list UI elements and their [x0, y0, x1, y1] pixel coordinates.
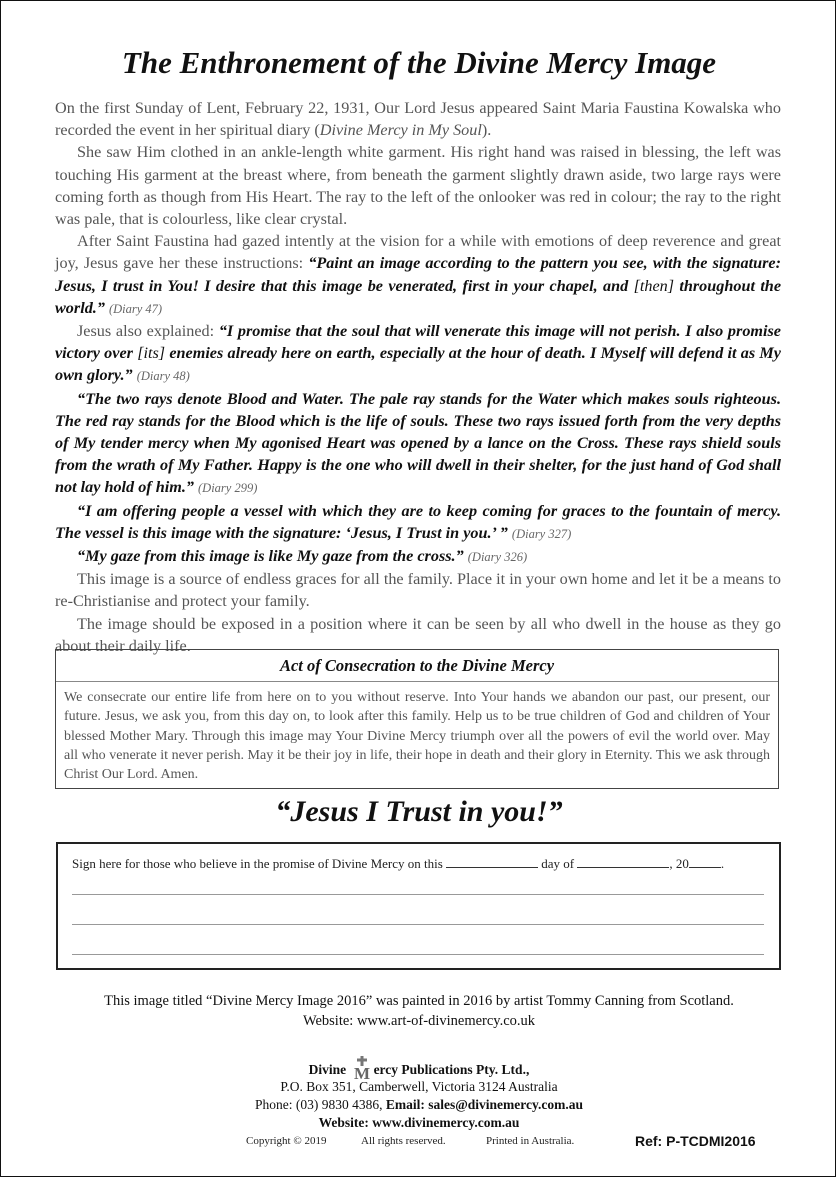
- publisher-name: [1, 1056, 836, 1080]
- p1-text-b: ).: [481, 121, 492, 140]
- p3-quote-a: “Paint an image according to the pattern you see, with the signature: Jesus, I trust in You! I desire that this image be venerated, first in your chapel, and: [55, 254, 781, 295]
- day-blank[interactable]: [446, 857, 538, 868]
- publisher-website: Website: www.divinemercy.com.au: [318, 1115, 520, 1130]
- reference-code: Ref: P-TCDMI2016: [635, 1133, 756, 1149]
- page-title: The Enthronement of the Divine Mercy Image: [121, 45, 717, 80]
- publisher-email: Email: sales@divinemercy.com.au: [385, 1097, 584, 1112]
- month-blank[interactable]: [577, 857, 669, 868]
- p4-text: Jesus also explained:: [77, 322, 219, 341]
- p6-quote: “I am offering people a vessel with which they are to keep coming for graces to the fountain of mercy. The vessel is this image with the signature: ‘Jesus, I Trust in you.’ ”: [55, 501, 781, 542]
- paragraph-2: She saw Him clothed in an ankle-length white garment. His right hand was raised in blessing, the left was touching His garment at the breast where, from beneath the garment slightly drawn aside, two large rays were coming forth as though from His Heart. The ray to the left of the onlooker was red in colour; the ray to the right was pale, that is colourless, like clear crystal.: [55, 143, 781, 229]
- paragraph-4: [55, 320, 781, 388]
- signature-box: [56, 842, 781, 970]
- p3-quote-b: throughout the world.”: [55, 276, 781, 317]
- p3-bracket: [then]: [633, 276, 675, 295]
- p5-diary-ref: (Diary 299): [198, 481, 258, 496]
- consecration-title: Act of Consecration to the Divine Mercy: [279, 656, 555, 675]
- p4-bracket: [its]: [137, 344, 166, 363]
- publisher-contact: [1, 1097, 836, 1113]
- cross-m-logo-icon: [351, 1056, 373, 1080]
- p1-book-title: Divine Mercy in My Soul: [319, 121, 482, 140]
- consecration-divider: [56, 681, 778, 682]
- p3-text: After Saint Faustina had gazed intently at the vision for a while with emotions of deep reverence and great joy, Jesus gave her these instructions:: [55, 232, 781, 273]
- paragraph-8: This image is a source of endless graces for all the family. Place it in your own home and let it be a means to re-Christianise and protect your family.: [55, 570, 781, 611]
- publisher-name-b: ercy Publications Pty. Ltd.,: [373, 1062, 530, 1077]
- p1-text-a: On the first Sunday of Lent, February 22, 1931, Our Lord Jesus appeared Saint Maria Faustina Kowalska who recorded the event in her spiritual diary (: [55, 99, 781, 140]
- publisher-address: P.O. Box 351, Camberwell, Victoria 3124 Australia: [280, 1079, 558, 1094]
- consecration-text: We consecrate our entire life from here on to you without reserve. Into Your hands we abandon our past, our present, our future. Jesus, we ask you, from this day on, to look after this family. Help us to be true children of God and children of Your blessed Mother Mary. Through this image may Your Divine Mercy triumph over all the powers of evil the world over. May all who venerate it never perish. May it be their joy in life, their hope in death and their glory in Eternity. This we ask through Christ Our Lord. Amen.: [64, 690, 770, 783]
- printed-in: Printed in Australia.: [486, 1135, 575, 1147]
- p4-quote-a: “I promise that the soul that will venerate this image will not perish. I also promise victory over: [55, 322, 781, 363]
- signature-prompt: [72, 856, 772, 872]
- paragraph-5: [55, 388, 781, 500]
- year-blank[interactable]: [689, 857, 721, 868]
- rights-reserved: All rights reserved.: [361, 1135, 446, 1147]
- sign-end: .: [720, 856, 725, 871]
- p7-diary-ref: (Diary 326): [467, 550, 528, 565]
- body-text: [55, 97, 781, 657]
- signature-line-2[interactable]: [72, 924, 764, 925]
- paragraph-9: The image should be exposed in a position where it can be seen by all who dwell in the house as they go about their daily life.: [55, 614, 781, 655]
- p7-quote: “My gaze from this image is like My gaze from the cross.”: [77, 547, 464, 566]
- p3-diary-ref: (Diary 47): [108, 301, 163, 316]
- sign-year-prefix: , 20: [669, 856, 689, 871]
- paragraph-6: [55, 500, 781, 545]
- artist-credit: [1, 991, 836, 1031]
- artist-website: Website: www.art-of-divinemercy.co.uk: [302, 1013, 536, 1029]
- publisher-phone: Phone: (03) 9830 4386,: [254, 1097, 383, 1112]
- signature-line-1[interactable]: [72, 894, 764, 895]
- trust-heading: “Jesus I Trust in you!”: [275, 795, 563, 828]
- paragraph-7: [55, 545, 781, 568]
- publisher-name-a: Divine: [308, 1062, 347, 1077]
- svg-text:M: M: [353, 1064, 370, 1080]
- copyright: Copyright © 2019: [246, 1135, 327, 1147]
- signature-line-3[interactable]: [72, 954, 764, 955]
- paragraph-1: [55, 97, 781, 141]
- p4-diary-ref: (Diary 48): [136, 369, 190, 384]
- p6-diary-ref: (Diary 327): [511, 526, 572, 541]
- paragraph-3: [55, 230, 781, 320]
- sign-day-of: day of: [541, 856, 575, 871]
- artist-credit-line: This image titled “Divine Mercy Image 2016” was painted in 2016 by artist Tommy Canning from Scotland.: [104, 993, 734, 1009]
- consecration-box: [55, 649, 779, 789]
- p4-quote-b: enemies already here on earth, especially at the hour of death. I Myself will defend it as My own glory.”: [55, 344, 781, 385]
- sign-lead-text: Sign here for those who believe in the promise of Divine Mercy on this: [72, 856, 443, 871]
- p5-quote: “The two rays denote Blood and Water. The pale ray stands for the Water which makes souls righteous. The red ray stands for the Blood which is the life of souls. These two rays issued forth from the very depths of My tender mercy when My agonised Heart was opened by a lance on the Cross. These rays shield souls from the wrath of My Father. Happy is the one who will dwell in their shelter, for the just hand of God shall not lay hold of him.”: [55, 389, 781, 497]
